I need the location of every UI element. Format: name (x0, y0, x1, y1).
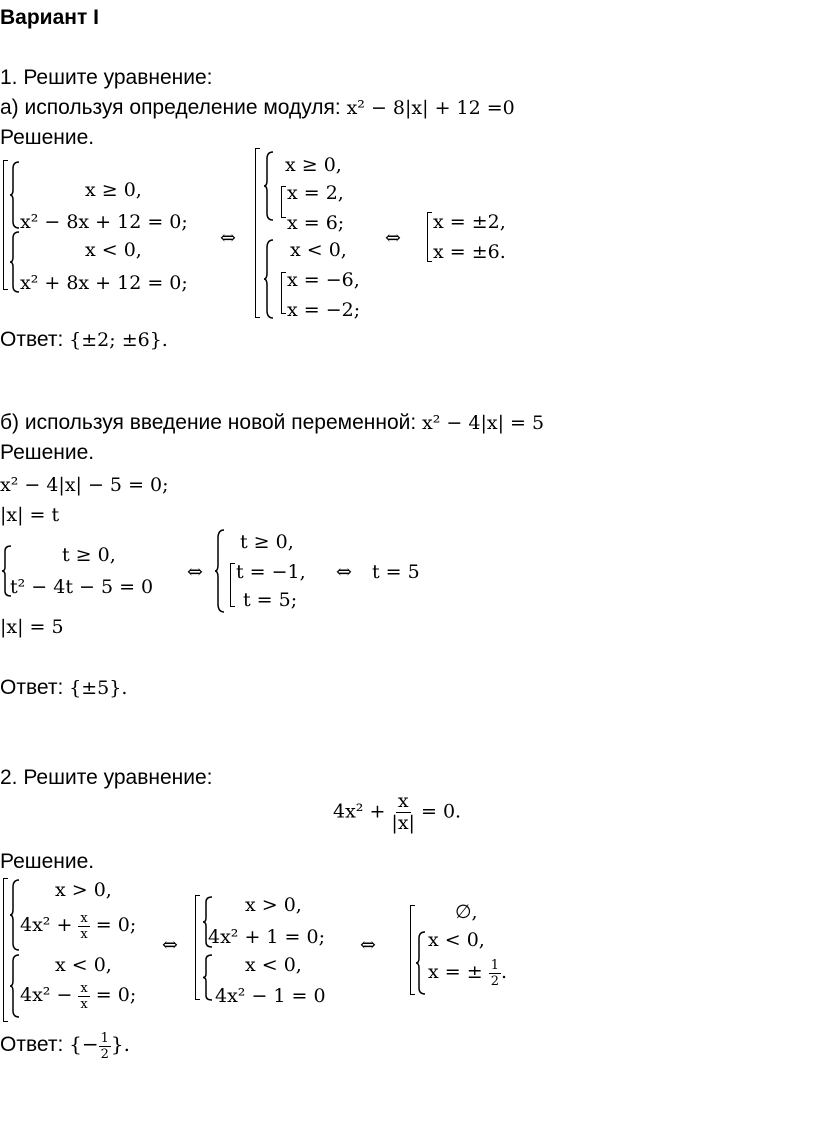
curly-brace (10, 880, 20, 950)
math-line: x < 0, (428, 929, 485, 951)
numerator: x (80, 910, 88, 926)
solution-label: Решение. (0, 441, 95, 464)
problem-2-equation (333, 792, 461, 833)
math-line: x ≥ 0, (285, 154, 342, 176)
statement-text: а) используя определение модуля: (0, 96, 347, 119)
answer-value: {±5}. (69, 677, 128, 699)
eq-part: = 0. (414, 800, 462, 823)
empty-set: ∅, (455, 901, 478, 923)
fraction (489, 959, 501, 988)
curly-brace (264, 240, 274, 318)
variant-title: Вариант I (0, 6, 99, 29)
equivalence-symbol: ⇔ (385, 227, 401, 249)
answer-label: Ответ: (0, 676, 70, 699)
problem-1b-statement (0, 409, 544, 437)
math-line: x = ±6. (433, 241, 506, 263)
square-bracket (410, 905, 415, 995)
math-line: x² − 8x + 12 = 0; (20, 211, 188, 233)
numerator: 1 (490, 957, 499, 973)
math-line: t = −1, (236, 561, 306, 583)
problem-1-heading: 1. Решите уравнение: (0, 66, 213, 89)
eq-part: . (500, 961, 508, 983)
answer-label: Ответ: (0, 328, 70, 351)
eq-part: = 0; (89, 984, 137, 1006)
solution-label: Решение. (0, 850, 95, 873)
math-line: |x| = 5 (0, 616, 64, 638)
math-line: t² − 4t − 5 = 0 (10, 576, 154, 598)
equation: x² − 4|x| = 5 (422, 412, 545, 434)
numerator: 1 (100, 1030, 109, 1046)
curly-brace (203, 955, 213, 1000)
curly-brace (10, 232, 20, 292)
fraction (99, 1032, 111, 1061)
math-line: x = −2; (287, 299, 361, 321)
math-line: t = 5 (372, 561, 420, 583)
square-bracket (281, 186, 286, 218)
fraction (391, 792, 415, 833)
answer-1a (0, 326, 168, 354)
curly-brace (10, 162, 20, 228)
problem-1a-statement (0, 94, 515, 122)
eq-part: 4x² − (20, 984, 79, 1006)
denominator: |x| (391, 812, 415, 834)
square-bracket (3, 878, 8, 1022)
equivalence-symbol: ⇔ (187, 561, 203, 583)
denominator: 2 (490, 973, 499, 989)
math-line: t ≥ 0, (240, 531, 294, 553)
square-bracket (427, 212, 432, 262)
math-line: 4x² − 1 = 0 (215, 985, 326, 1007)
denominator: 2 (100, 1046, 109, 1062)
fraction (78, 912, 89, 941)
math-line: x < 0, (85, 239, 142, 261)
statement-text: б) используя введение новой переменной: (0, 411, 423, 434)
eq-part: {− (69, 1032, 99, 1056)
square-bracket (195, 895, 200, 1000)
numerator: x (397, 790, 409, 812)
answer-value (69, 1030, 131, 1062)
square-bracket (3, 160, 8, 290)
square-bracket (281, 272, 286, 314)
math-line (20, 981, 136, 1011)
eq-part: x = ± (428, 961, 489, 983)
answer-2 (0, 1030, 130, 1061)
math-line: x = ±2, (433, 211, 506, 233)
math-line: |x| = t (0, 504, 60, 526)
math-line: x² + 8x + 12 = 0; (20, 272, 188, 294)
math-line (428, 958, 507, 988)
square-bracket (230, 563, 235, 607)
denominator: x (80, 996, 88, 1012)
math-line: x = −6, (287, 269, 360, 291)
math-line: x < 0, (245, 954, 302, 976)
math-line: x = 6; (287, 212, 345, 234)
math-line: x² − 4|x| − 5 = 0; (0, 474, 169, 496)
solution-label: Решение. (0, 126, 95, 149)
curly-brace (416, 932, 426, 994)
math-line: 4x² + 1 = 0; (208, 926, 325, 948)
curly-brace (10, 955, 20, 1017)
denominator: x (80, 926, 88, 942)
fraction (78, 982, 89, 1011)
math-line: x < 0, (55, 954, 112, 976)
math-line (20, 911, 136, 941)
equivalence-symbol: ⇔ (162, 934, 178, 956)
numerator: x (80, 980, 88, 996)
curly-brace (215, 530, 225, 612)
equation: x² − 8|x| + 12 =0 (346, 97, 515, 119)
math-line: x > 0, (55, 879, 112, 901)
square-bracket (255, 148, 260, 318)
math-line: t = 5; (243, 589, 298, 611)
math-line: x < 0, (290, 239, 347, 261)
math-line: x = 2, (287, 182, 344, 204)
answer-value: {±2; ±6}. (69, 329, 168, 351)
math-line: x > 0, (245, 894, 302, 916)
equivalence-symbol: ⇔ (336, 561, 352, 583)
math-line: x ≥ 0, (85, 179, 142, 201)
math-line: t ≥ 0, (62, 544, 116, 566)
eq-part: 4x² + (20, 914, 79, 936)
equivalence-symbol: ⇔ (220, 227, 236, 249)
answer-1b (0, 674, 127, 702)
equivalence-symbol: ⇔ (360, 934, 376, 956)
eq-part: 4x² + (333, 800, 392, 823)
curly-brace (264, 152, 274, 220)
eq-part: }. (110, 1032, 131, 1056)
answer-label: Ответ: (0, 1033, 70, 1056)
eq-part: = 0; (89, 914, 137, 936)
problem-2-heading: 2. Решите уравнение: (0, 766, 213, 789)
